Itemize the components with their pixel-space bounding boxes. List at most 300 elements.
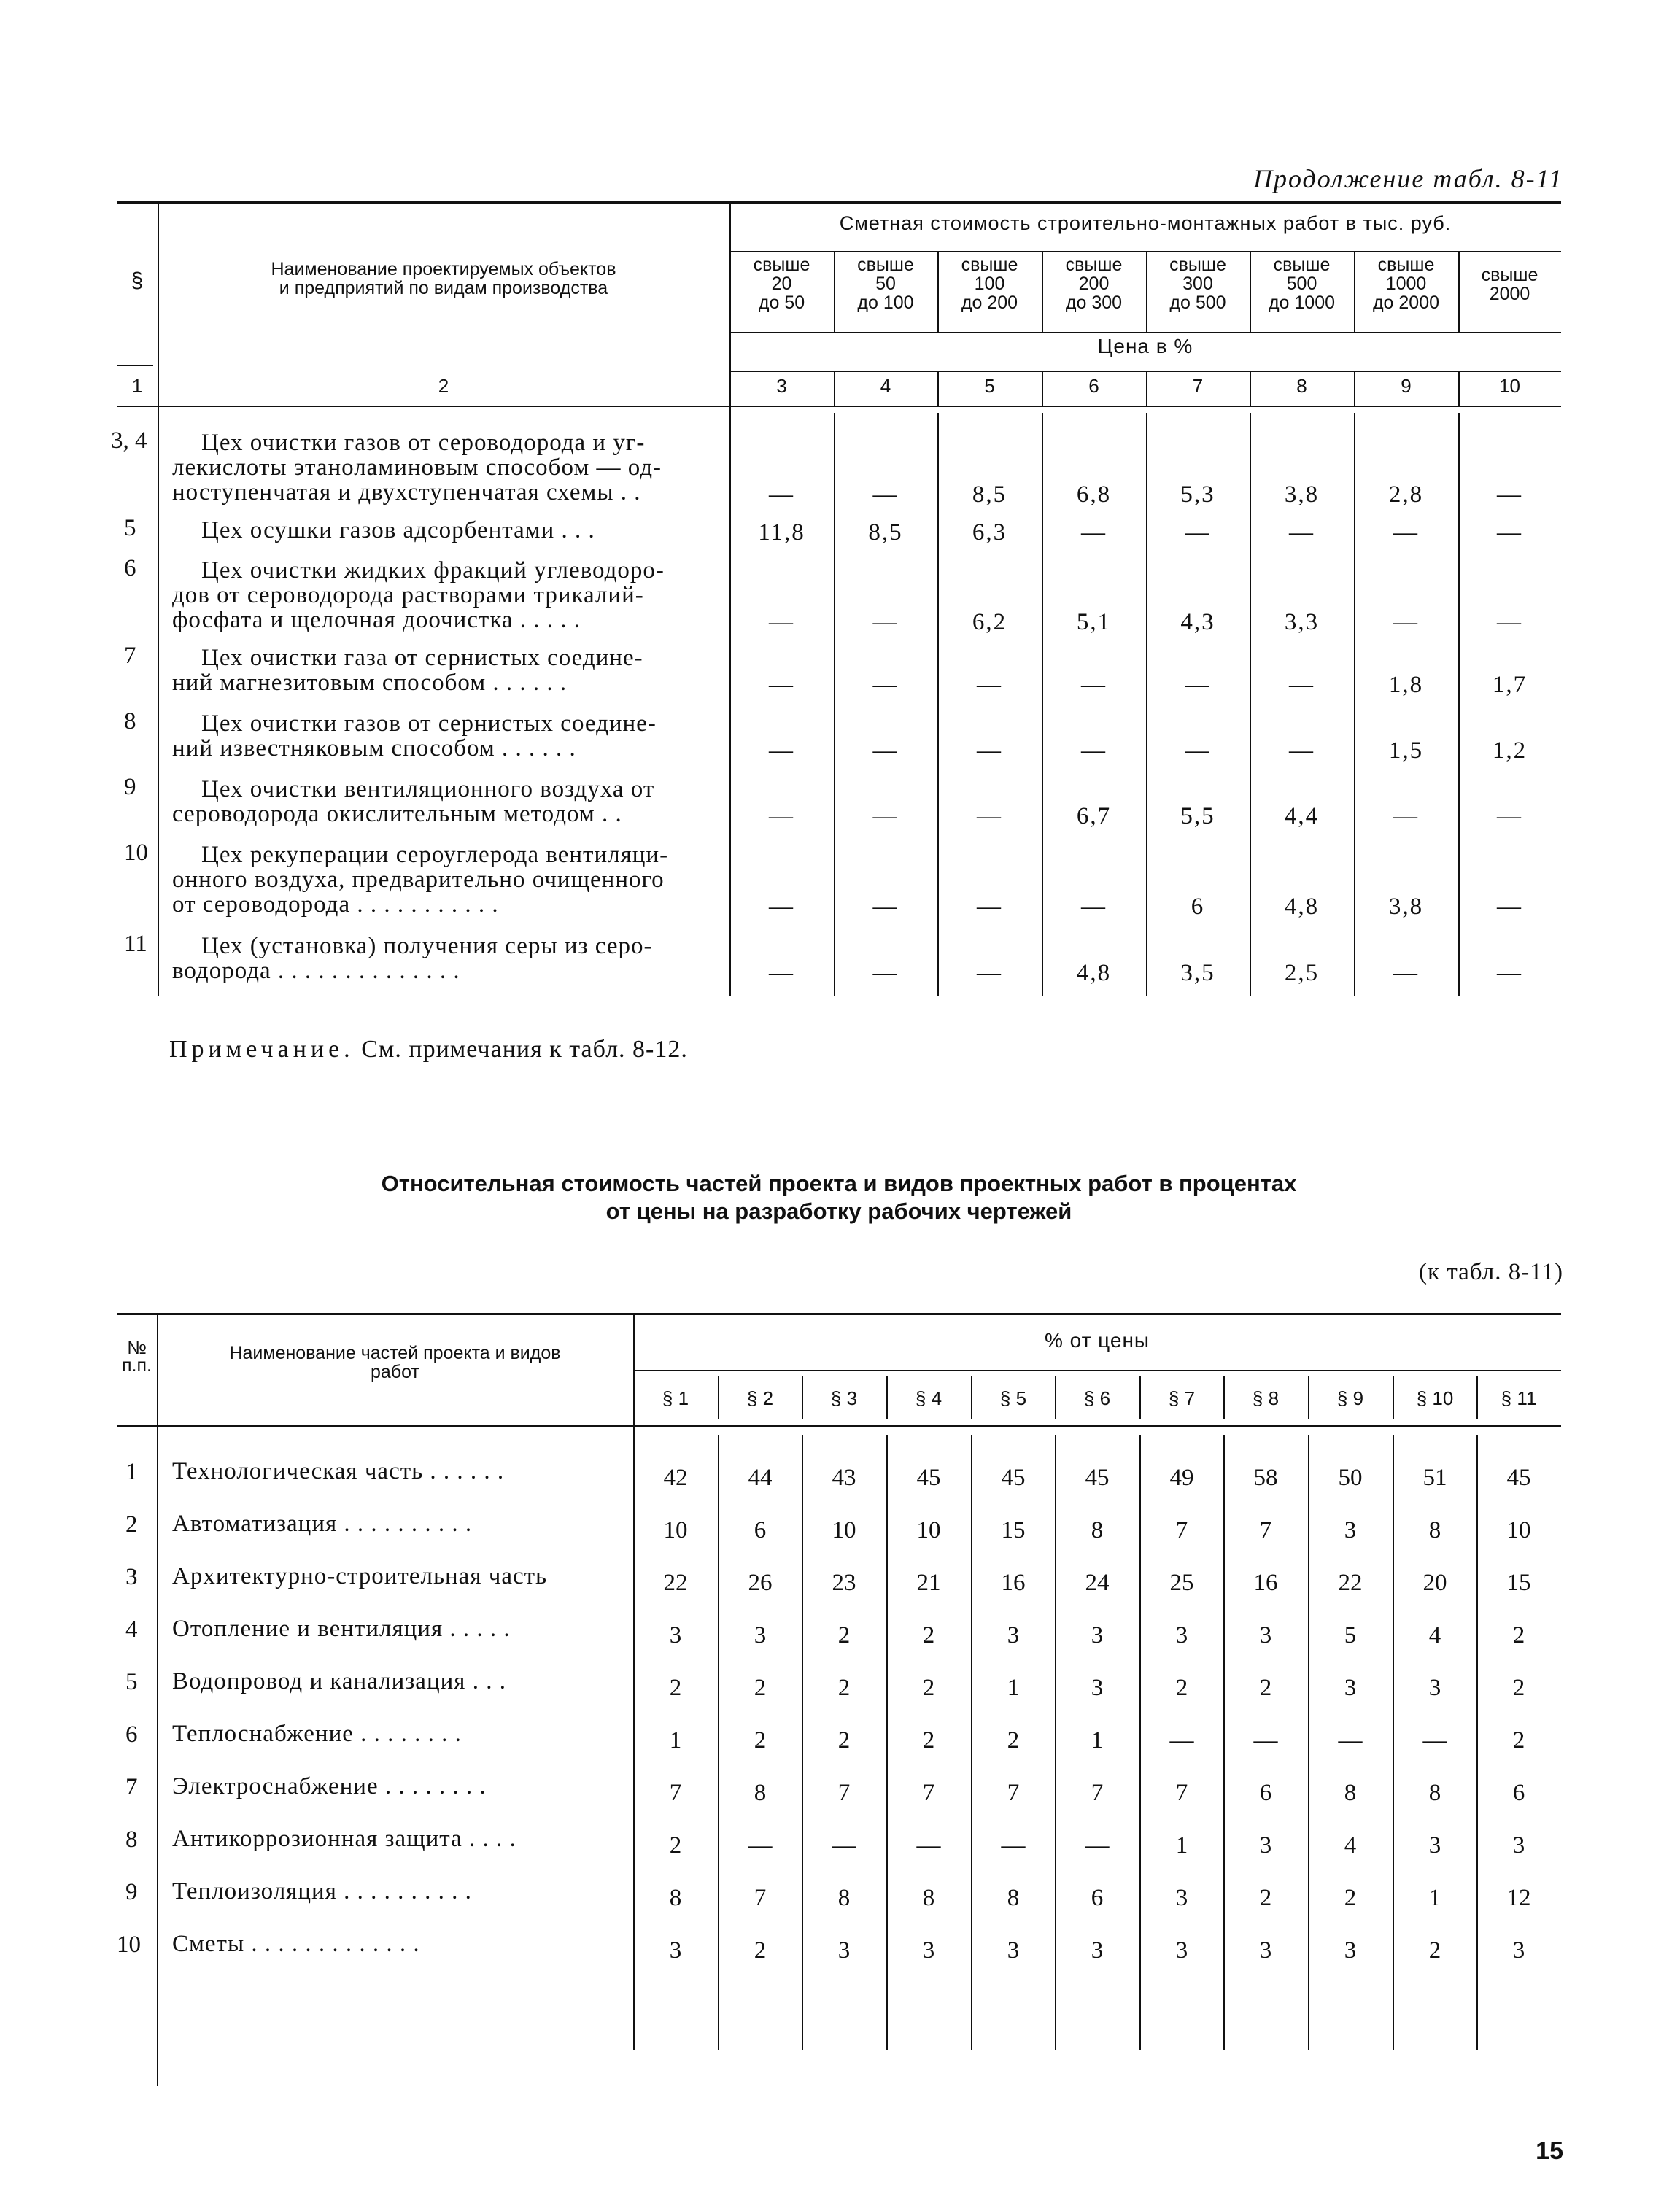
table2-cell: 51 <box>1422 1465 1447 1491</box>
table1-cell: — <box>1497 960 1522 986</box>
table1-range-line: до 2000 <box>1372 292 1440 313</box>
table2-row-name: Сметы . . . . . . . . . . . . . <box>172 1931 420 1957</box>
table1-cell: 6,8 <box>1076 481 1112 508</box>
table2-cell: 2 <box>754 1727 767 1754</box>
table1-cell: — <box>1289 737 1315 764</box>
table2-cell: 21 <box>916 1570 941 1596</box>
table1-cell: — <box>1393 519 1419 546</box>
table2-cell: 58 <box>1253 1465 1278 1491</box>
table1-range-line: свыше <box>1273 255 1331 275</box>
table1-cell: 2,5 <box>1284 960 1320 986</box>
table1-cell: — <box>769 960 794 986</box>
table2-cell: 24 <box>1085 1570 1110 1596</box>
table1-range-line: свыше <box>857 255 914 275</box>
table2-cell: 16 <box>1253 1570 1278 1596</box>
section2-title-line2: от цены на разработку рабочих чертежей <box>605 1198 1072 1224</box>
table2-cell: — <box>916 1832 941 1859</box>
table2-cell: 3 <box>1175 1885 1188 1911</box>
table2-row-number: 7 <box>125 1774 138 1800</box>
table2-cell: 8 <box>1428 1517 1441 1543</box>
table2-cell: 3 <box>1344 1937 1357 1964</box>
table2-cell: 3 <box>1259 1622 1272 1648</box>
table1-row-text: лекислоты этаноламиновым способом — од- <box>172 454 662 481</box>
note-text: См. примечания к табл. 8-12. <box>361 1036 688 1063</box>
table2-cell: 2 <box>1259 1885 1272 1911</box>
table2-cell: 10 <box>916 1517 941 1543</box>
table1-cell: — <box>1393 803 1419 829</box>
table1-column-number: 10 <box>1499 375 1520 397</box>
table2-cell: 7 <box>1259 1517 1272 1543</box>
table1-range-header <box>1458 266 1561 303</box>
table1-cell: 8,5 <box>868 519 903 546</box>
table1-range-line: 300 <box>1182 274 1213 294</box>
table1-cell: 1,2 <box>1492 737 1528 764</box>
table1-cell: — <box>977 803 1002 829</box>
table2-cell: 2 <box>1344 1885 1357 1911</box>
table1-row-para: 7 <box>124 643 136 669</box>
table1-cell: — <box>1497 894 1522 920</box>
table1-cell: 4,8 <box>1076 960 1112 986</box>
table1-range-line: до 100 <box>857 292 914 313</box>
table1-column-number: 2 <box>438 375 449 397</box>
table1-cell: — <box>977 672 1002 698</box>
table1-range-line: 100 <box>974 274 1005 294</box>
table2-para-header: § 11 <box>1501 1387 1537 1409</box>
table2-cell: 3 <box>1007 1622 1020 1648</box>
table1-range-header <box>1250 255 1354 312</box>
table1-range-line: свыше <box>1377 255 1435 275</box>
table2-cell: 12 <box>1506 1885 1531 1911</box>
table1-cell: — <box>769 481 794 508</box>
table2-cell: 22 <box>1338 1570 1363 1596</box>
table2-cell: 2 <box>1512 1727 1525 1754</box>
table1-para-rule <box>117 365 153 366</box>
table1-cell: 3,8 <box>1388 894 1424 920</box>
table2-cell: — <box>1253 1727 1278 1754</box>
table2-cell: 2 <box>837 1675 851 1701</box>
table1-range-line: 200 <box>1078 274 1110 294</box>
table1-cell: — <box>1081 894 1107 920</box>
table2-cell: 2 <box>754 1937 767 1964</box>
table2-row-number: 4 <box>125 1616 138 1643</box>
table2-cell: 7 <box>922 1780 935 1806</box>
table1-cell: 1,7 <box>1492 672 1528 698</box>
table1-cell: 4,8 <box>1284 894 1320 920</box>
table2-cell: 2 <box>837 1622 851 1648</box>
table2-row-number: 10 <box>117 1931 141 1958</box>
table2-cell: 4 <box>1428 1622 1441 1648</box>
table2-cell: 49 <box>1169 1465 1194 1491</box>
table1-cell: 4,4 <box>1284 803 1320 829</box>
table1-range-line: свыше <box>1481 265 1538 285</box>
table1-vrule <box>158 201 159 996</box>
table2-cell: 2 <box>922 1727 935 1754</box>
table1-range-line: свыше <box>961 255 1018 275</box>
table1-cell: — <box>872 803 899 829</box>
table2-cell: 3 <box>1007 1937 1020 1964</box>
table1-row-text: Цех очистки жидких фракций углеводоро- <box>201 557 665 584</box>
table1-range-header <box>834 255 937 312</box>
table2-cell: 8 <box>754 1780 767 1806</box>
table2-cell: 6 <box>1091 1885 1104 1911</box>
table2-top-rule <box>117 1313 1561 1315</box>
table1-cell: 11,8 <box>758 519 805 546</box>
section2-title-line1: Относительная стоимость частей проекта и видов проектных работ в процентах <box>381 1171 1297 1196</box>
table2-cell: 10 <box>832 1517 856 1543</box>
table1-cell: 6,3 <box>972 519 1007 546</box>
table2-cell: 8 <box>1091 1517 1104 1543</box>
table2-header-rule <box>117 1425 1561 1427</box>
table1-range-line: свыше <box>1169 255 1226 275</box>
table1-cell: — <box>1497 481 1522 508</box>
table1-row-para: 9 <box>124 774 136 800</box>
table1-range-line: 50 <box>875 274 896 294</box>
table2-cell: 7 <box>837 1780 851 1806</box>
table1-row-para: 11 <box>124 931 147 957</box>
table1-cell: — <box>769 737 794 764</box>
table1-cell: — <box>1289 672 1315 698</box>
table1-cell: — <box>1081 737 1107 764</box>
table2-cell: 2 <box>1175 1675 1188 1701</box>
table2-para-header: § 8 <box>1252 1387 1280 1409</box>
table2-cell: 2 <box>1259 1675 1272 1701</box>
table1-cell: 4,3 <box>1180 609 1215 635</box>
table1-cell: — <box>872 481 899 508</box>
table2-cell: 3 <box>922 1937 935 1964</box>
table2-row-number: 1 <box>125 1459 138 1485</box>
table2-cell: 2 <box>837 1727 851 1754</box>
table2-cell: 7 <box>669 1780 682 1806</box>
table2-cell: 3 <box>1259 1832 1272 1859</box>
table1-row-para: 6 <box>124 555 136 581</box>
table2-cell: 3 <box>1259 1937 1272 1964</box>
table2-cell: 3 <box>1091 1675 1104 1701</box>
table1-row-text: от сероводорода . . . . . . . . . . . <box>172 891 499 918</box>
table2-header-num <box>117 1339 157 1374</box>
table1-header-price: Цена в % <box>1097 335 1193 357</box>
table1-range-line: до 200 <box>961 292 1018 313</box>
table1-row-para: 3, 4 <box>111 427 147 454</box>
table2-para-header: § 6 <box>1083 1387 1111 1409</box>
table1-cell: 6,7 <box>1076 803 1112 829</box>
table1-cell: — <box>769 672 794 698</box>
table2-cell: 15 <box>1001 1517 1026 1543</box>
table2-cell: 7 <box>1091 1780 1104 1806</box>
table1-row-para: 8 <box>124 708 136 735</box>
table1-cell: 1,5 <box>1388 737 1424 764</box>
table1-range-line: до 300 <box>1065 292 1123 313</box>
table2-cell: 1 <box>1428 1885 1441 1911</box>
table1-range-line: свыше <box>753 255 810 275</box>
table1-range-line: до 1000 <box>1268 292 1336 313</box>
table2-cell: 3 <box>669 1937 682 1964</box>
table2-row-number: 3 <box>125 1564 138 1590</box>
table2-cell: 7 <box>1175 1780 1188 1806</box>
table2-cell: 8 <box>1344 1780 1357 1806</box>
table2-cell: — <box>1338 1727 1363 1754</box>
table1-note <box>169 1036 688 1063</box>
table2-row-name: Теплоснабжение . . . . . . . . <box>172 1721 462 1747</box>
table2-cell: 8 <box>922 1885 935 1911</box>
table2-cell: — <box>1085 1832 1110 1859</box>
table1-range-header <box>1146 255 1250 312</box>
table2-cell: 45 <box>1085 1465 1110 1491</box>
table2-header-pct: % от цены <box>1044 1329 1150 1352</box>
table1-cell: — <box>977 737 1002 764</box>
table2-cell: 3 <box>1428 1832 1441 1859</box>
table1-header-cost: Сметная стоимость строительно-монтажных работ в тыс. руб. <box>839 212 1452 234</box>
table2-row-name: Отопление и вентиляция . . . . . <box>172 1616 511 1642</box>
table2-cell: 3 <box>1512 1937 1525 1964</box>
table1-row-text: Цех очистки газа от сернистых соедине- <box>201 645 643 671</box>
table1-column-number: 4 <box>880 375 891 397</box>
table1-top-rule <box>117 201 1561 204</box>
table2-para-header: § 7 <box>1168 1387 1196 1409</box>
table2-cell: 7 <box>754 1885 767 1911</box>
table2-row-name: Электроснабжение . . . . . . . . <box>172 1773 487 1799</box>
table1-cell: — <box>1289 519 1315 546</box>
table2-cell: 3 <box>1175 1622 1188 1648</box>
table1-row-text: Цех очистки газов от сероводорода и уг- <box>201 430 646 456</box>
table1-price-rule <box>729 371 1561 372</box>
table2-cell: 3 <box>1091 1937 1104 1964</box>
table2-cell: 3 <box>1512 1832 1525 1859</box>
table1-cell: 3,3 <box>1284 609 1320 635</box>
table1-row-text: Цех рекуперации сероуглерода вентиляци- <box>201 842 669 868</box>
table2-cell: 3 <box>754 1622 767 1648</box>
table2-cell: 6 <box>1512 1780 1525 1806</box>
table2-cell: 1 <box>1091 1727 1104 1754</box>
table1-header-name <box>158 260 729 298</box>
table1-column-number: 9 <box>1401 375 1412 397</box>
table2-cell: 7 <box>1175 1517 1188 1543</box>
table2-cell: 1 <box>1175 1832 1188 1859</box>
table2-cell: 20 <box>1422 1570 1447 1596</box>
table2-row-name: Теплоизоляция . . . . . . . . . . <box>172 1878 472 1905</box>
table1-vrule <box>729 201 731 996</box>
table2-cell: 42 <box>663 1465 688 1491</box>
table2-cell: 8 <box>669 1885 682 1911</box>
table1-column-number: 1 <box>131 375 143 397</box>
table2-cell: 10 <box>663 1517 688 1543</box>
table1-header-para: § <box>131 268 144 292</box>
table1-cell: — <box>1497 803 1522 829</box>
table2-cell: 1 <box>1007 1675 1020 1701</box>
table1-cell: 6 <box>1191 894 1205 920</box>
table1-column-number: 7 <box>1192 375 1204 397</box>
table2-cell: — <box>748 1832 773 1859</box>
table2-cell: 2 <box>754 1675 767 1701</box>
table2-row-number: 5 <box>125 1669 138 1695</box>
table2-para-header: § 4 <box>915 1387 942 1409</box>
table2-header-num-line1: № <box>127 1338 147 1358</box>
table2-para-header: § 2 <box>746 1387 774 1409</box>
table2-para-header: § 10 <box>1416 1387 1454 1409</box>
table1-cell: — <box>977 894 1002 920</box>
table1-cost-rule <box>729 251 1561 252</box>
table2-cell: 3 <box>1344 1675 1357 1701</box>
table1-cell: — <box>872 960 899 986</box>
table1-range-line: до 500 <box>1169 292 1226 313</box>
table1-cell: — <box>1081 672 1107 698</box>
table2-header-name <box>157 1344 633 1382</box>
table2-cell: — <box>1169 1727 1194 1754</box>
table1-row-text: дов от сероводорода растворами трикалий- <box>172 582 644 608</box>
table1-row-text: ний известняковым способом . . . . . . <box>172 735 576 762</box>
table1-row-text: Цех очистки газов от сернистых соедине- <box>201 710 657 737</box>
table2-cell: — <box>1422 1727 1447 1754</box>
table2-cell: 43 <box>832 1465 856 1491</box>
table2-cell: 44 <box>748 1465 773 1491</box>
table2-cell: 3 <box>1175 1937 1188 1964</box>
table2-cell: 3 <box>1428 1675 1441 1701</box>
table1-range-line: свыше <box>1065 255 1123 275</box>
table1-cell: 3,8 <box>1284 481 1320 508</box>
table2-cell: 2 <box>1512 1622 1525 1648</box>
table1-range-header <box>937 255 1042 312</box>
table1-cell: — <box>1185 519 1211 546</box>
table2-header-name-line1: Наименование частей проекта и видов <box>229 1343 561 1363</box>
table1-colnum-rule <box>117 406 1561 407</box>
table2-cell: 3 <box>1091 1622 1104 1648</box>
table2-cell: 22 <box>663 1570 688 1596</box>
table2-cell: 23 <box>832 1570 856 1596</box>
table2-cell: 26 <box>748 1570 773 1596</box>
table2-cell: — <box>1001 1832 1026 1859</box>
table2-cell: 8 <box>1007 1885 1020 1911</box>
table2-cell: 8 <box>1428 1780 1441 1806</box>
table1-cell: — <box>1497 609 1522 635</box>
table1-range-rule <box>729 332 1561 333</box>
table2-row-number: 6 <box>125 1721 138 1748</box>
table1-range-line: до 50 <box>758 292 805 313</box>
table2-para-header: § 5 <box>999 1387 1027 1409</box>
table1-range-line: 20 <box>771 274 792 294</box>
table2-row-name: Технологическая часть . . . . . . <box>172 1458 505 1484</box>
table1-cell: — <box>872 737 899 764</box>
table1-row-text: Цех осушки газов адсорбентами . . . <box>201 517 595 543</box>
table2-row-name: Водопровод и канализация . . . <box>172 1668 506 1694</box>
table2-cell: 45 <box>1001 1465 1026 1491</box>
table1-cell: 6,2 <box>972 609 1007 635</box>
table2-cell: 16 <box>1001 1570 1026 1596</box>
table2-cell: 6 <box>754 1517 767 1543</box>
table2-row-name: Антикоррозионная защита . . . . <box>172 1826 516 1852</box>
section2-reference: (к табл. 8-11) <box>1419 1259 1563 1285</box>
table1-range-line: 2000 <box>1489 284 1530 304</box>
table1-cell: — <box>769 609 794 635</box>
table2-cell: 8 <box>837 1885 851 1911</box>
table1-column-number: 5 <box>984 375 995 397</box>
table2-cell: 25 <box>1169 1570 1194 1596</box>
table1-range-line: 1000 <box>1385 274 1427 294</box>
table1-cell: 2,8 <box>1388 481 1424 508</box>
table1-range-header <box>729 255 834 312</box>
table1-cell: — <box>1081 519 1107 546</box>
table2-header-name-line2: работ <box>371 1362 419 1382</box>
table1-cell: 5,5 <box>1180 803 1215 829</box>
table1-header-name-line2: и предприятий по видам производства <box>279 278 608 298</box>
table1-cell: — <box>1393 960 1419 986</box>
table1-row-para: 10 <box>124 840 148 866</box>
table1-row-text: ноступенчатая и двухступенчатая схемы . . <box>172 479 641 505</box>
table1-row-para: 5 <box>124 515 136 541</box>
table1-range-header <box>1354 255 1458 312</box>
table2-vrule <box>157 1313 158 2086</box>
table2-cell: 45 <box>916 1465 941 1491</box>
page-number: 15 <box>1536 2137 1563 2165</box>
table2-cell: — <box>832 1832 856 1859</box>
table2-cell: 4 <box>1344 1832 1357 1859</box>
table1-row-text: водорода . . . . . . . . . . . . . . <box>172 958 460 984</box>
table2-cell: 3 <box>1344 1517 1357 1543</box>
table1-row-text: сероводорода окислительным методом . . <box>172 801 622 827</box>
table1-cell: 8,5 <box>972 481 1007 508</box>
table1-cell: 3,5 <box>1180 960 1215 986</box>
table2-pct-rule <box>633 1370 1561 1371</box>
table2-cell: 2 <box>1428 1937 1441 1964</box>
table1-row-text: онного воздуха, предварительно очищенного <box>172 867 665 893</box>
table2-cell: 2 <box>669 1675 682 1701</box>
table2-row-name: Автоматизация . . . . . . . . . . <box>172 1511 473 1537</box>
table1-range-line: 500 <box>1286 274 1317 294</box>
table1-cell: — <box>769 894 794 920</box>
table2-cell: 3 <box>837 1937 851 1964</box>
table2-row-number: 8 <box>125 1826 138 1853</box>
table2-cell: 3 <box>669 1622 682 1648</box>
table1-cell: — <box>872 609 899 635</box>
table1-row-text: фосфата и щелочная доочистка . . . . . <box>172 607 581 633</box>
table2-cell: 50 <box>1338 1465 1363 1491</box>
table1-cell: 5,1 <box>1076 609 1112 635</box>
table1-cell: — <box>1185 737 1211 764</box>
table2-cell: 2 <box>922 1622 935 1648</box>
continuation-label: Продолжение табл. 8-11 <box>1253 164 1563 193</box>
table2-para-header: § 9 <box>1336 1387 1364 1409</box>
table2-row-number: 2 <box>125 1511 138 1538</box>
table1-cell: 1,8 <box>1388 672 1424 698</box>
table1-cell: — <box>872 894 899 920</box>
table1-cell: — <box>872 672 899 698</box>
table2-cell: 2 <box>1512 1675 1525 1701</box>
table2-row-number: 9 <box>125 1879 138 1905</box>
table1-row-text: Цех (установка) получения серы из серо- <box>201 933 653 959</box>
table2-row-name: Архитектурно-строительная часть <box>172 1563 548 1589</box>
table1-row-text: ний магнезитовым способом . . . . . . <box>172 670 568 696</box>
table1-row-text: Цех очистки вентиляционного воздуха от <box>201 776 655 802</box>
table1-cell: — <box>769 803 794 829</box>
table2-cell: 15 <box>1506 1570 1531 1596</box>
table1-column-number: 3 <box>776 375 787 397</box>
table1-cell: — <box>977 960 1002 986</box>
table1-range-header <box>1042 255 1146 312</box>
table2-cell: 2 <box>1007 1727 1020 1754</box>
table1-cell: 5,3 <box>1180 481 1215 508</box>
table2-cell: 6 <box>1259 1780 1272 1806</box>
table2-header-num-line2: п.п. <box>122 1355 152 1376</box>
table2-cell: 10 <box>1506 1517 1531 1543</box>
table1-header-name-line1: Наименование проектируемых объектов <box>271 259 616 279</box>
table2-para-header: § 3 <box>830 1387 858 1409</box>
table1-cell: — <box>1393 609 1419 635</box>
table2-cell: 45 <box>1506 1465 1531 1491</box>
table2-cell: 7 <box>1007 1780 1020 1806</box>
table1-cell: — <box>1185 672 1211 698</box>
table1-column-number: 8 <box>1296 375 1307 397</box>
table2-cell: 5 <box>1344 1622 1357 1648</box>
note-label: Примечание. <box>169 1036 355 1063</box>
table2-cell: 2 <box>922 1675 935 1701</box>
